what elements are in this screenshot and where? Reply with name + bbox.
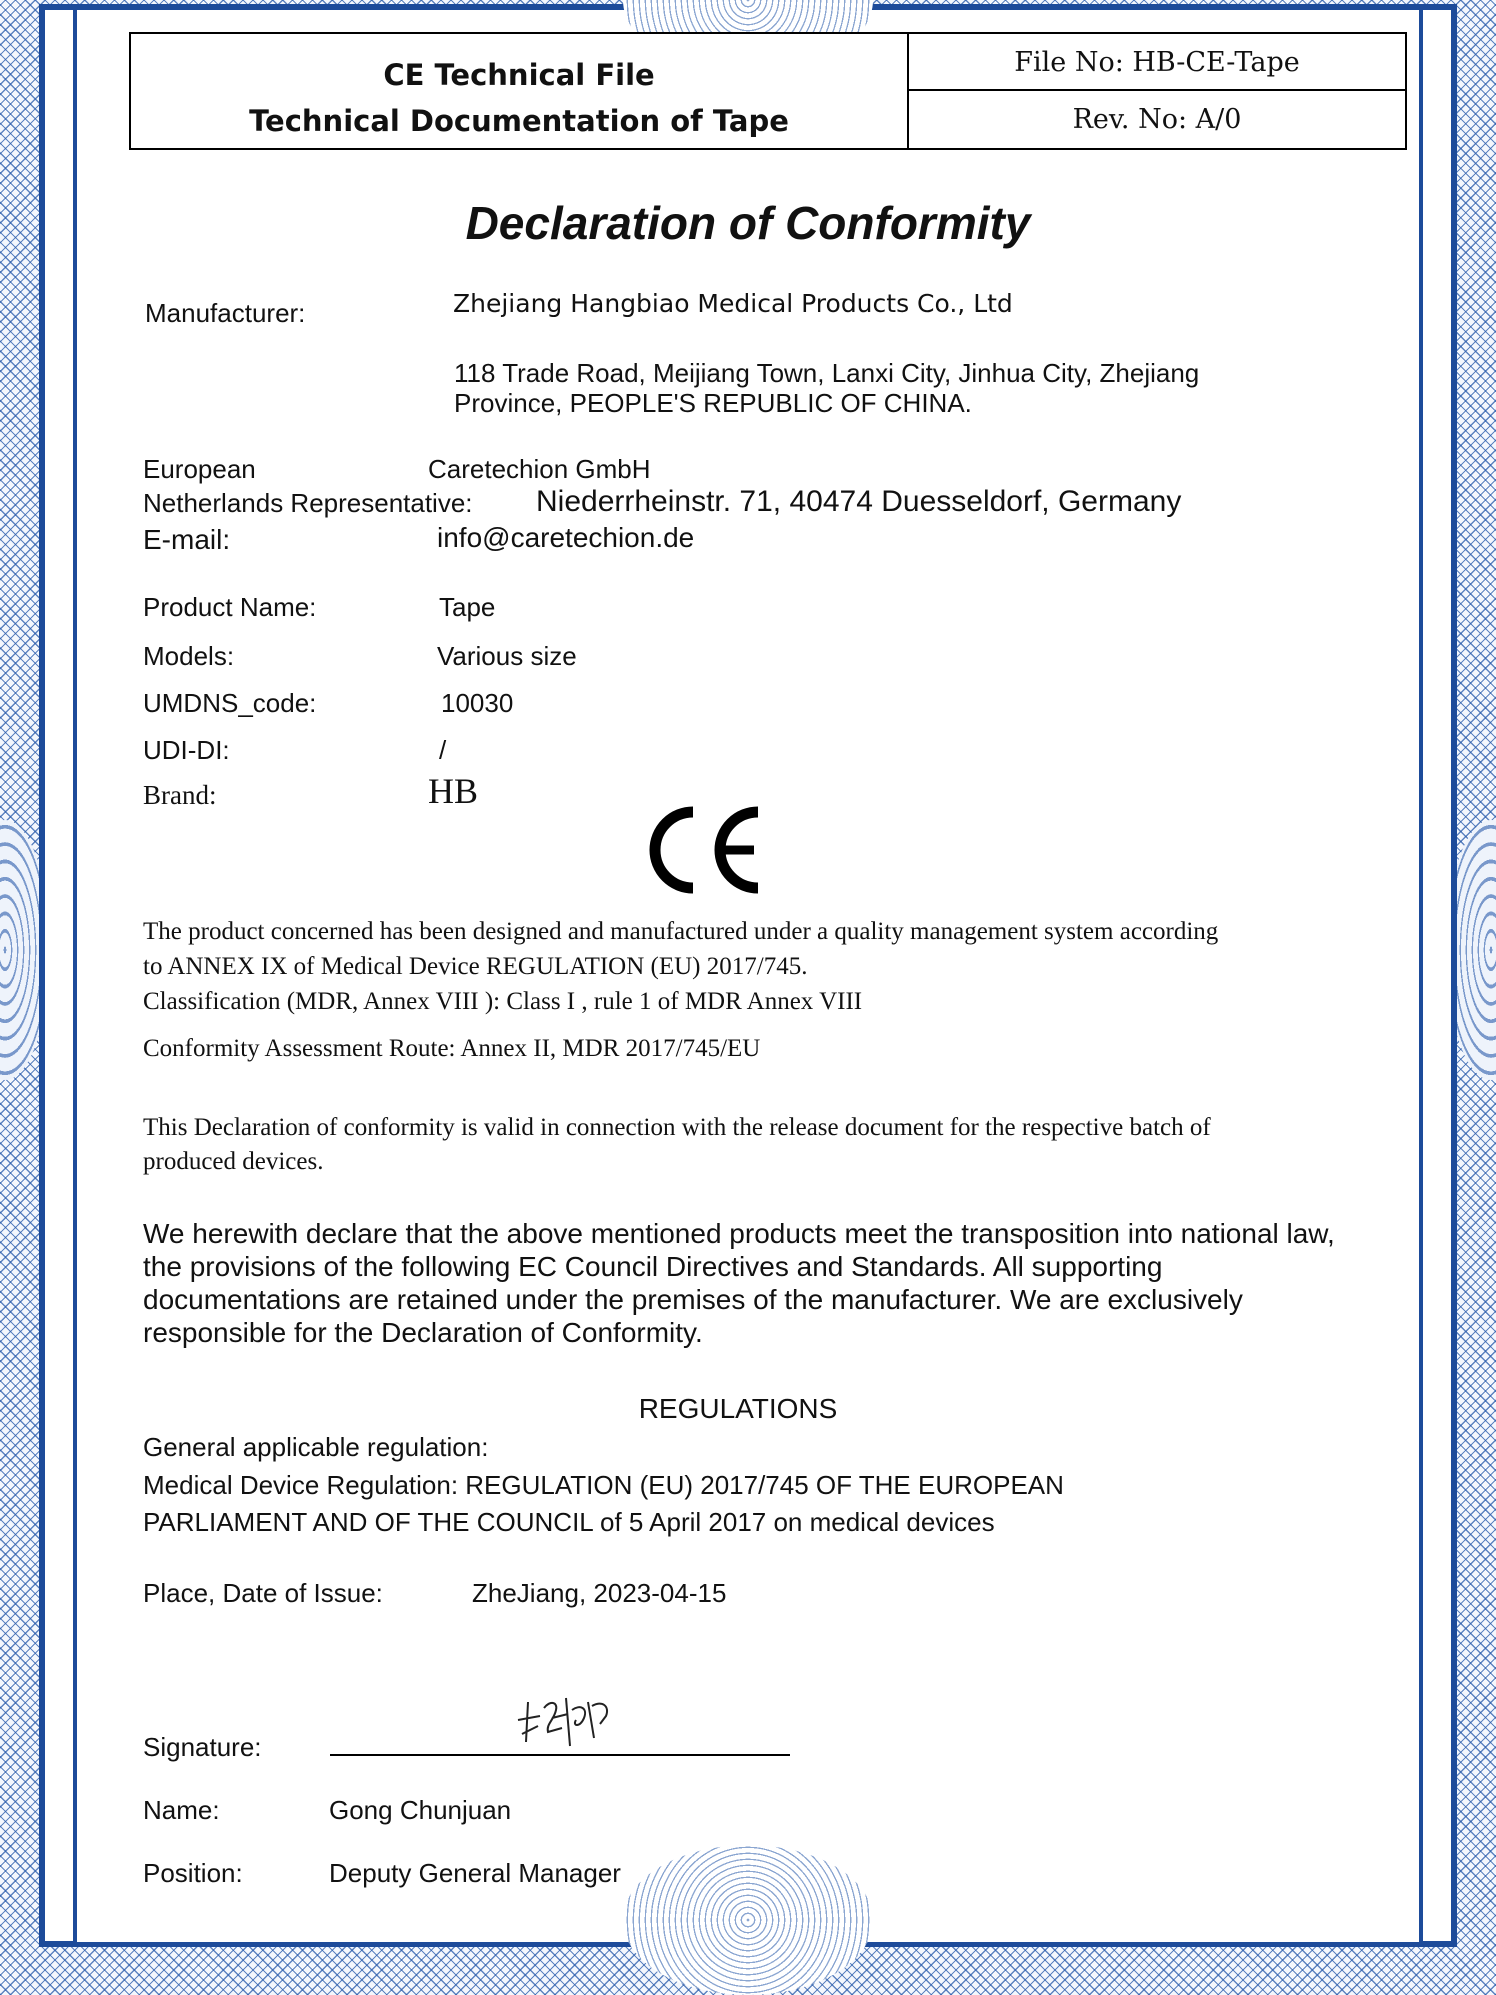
document-title: Declaration of Conformity — [465, 197, 1031, 249]
issue-label: Place, Date of Issue: — [143, 1578, 383, 1608]
email-label: E-mail: — [143, 524, 231, 555]
signatory-position: Deputy General Manager — [329, 1858, 621, 1888]
file-number: File No: HB-CE-Tape — [909, 34, 1405, 91]
representative-label-line1: European — [143, 454, 256, 484]
manufacturer-name: Zhejiang Hangbiao Medical Products Co., Ltd — [453, 289, 1013, 318]
header-title-line2: Technical Documentation of Tape — [249, 104, 789, 138]
general-regulation-label: General applicable regulation: — [143, 1432, 489, 1462]
manufacturer-address-line2: Province, PEOPLE'S REPUBLIC OF CHINA. — [454, 388, 972, 418]
mdr-line1: Medical Device Regulation: REGULATION (EU) 2017/745 OF THE EUROPEAN — [143, 1470, 1064, 1500]
umdns-value: 10030 — [441, 688, 514, 718]
classification: Classification (MDR, Annex VIII ): Class I , rule 1 of MDR Annex VIII — [143, 988, 863, 1015]
product-name: Tape — [439, 592, 496, 622]
representative-address: Niederrheinstr. 71, 40474 Duesseldorf, Germany — [536, 485, 1182, 518]
position-label: Position: — [143, 1858, 243, 1888]
representative-label-line2: Netherlands Representative: — [143, 488, 473, 518]
qms-statement-line2: to ANNEX IX of Medical Device REGULATION (EU) 2017/745. — [143, 953, 808, 980]
header-table — [129, 32, 1407, 150]
models-value: Various size — [437, 641, 577, 671]
regulations-title: REGULATIONS — [638, 1393, 838, 1424]
signature-label: Signature: — [143, 1732, 262, 1762]
manufacturer-label: Manufacturer: — [145, 298, 306, 328]
ce-mark-logo — [638, 800, 768, 900]
revision-number: Rev. No: A/0 — [1072, 104, 1242, 135]
udi-value: / — [439, 735, 447, 765]
assessment-route: Conformity Assessment Route: Annex II, MDR 2017/745/EU — [143, 1035, 761, 1062]
product-name-label: Product Name: — [143, 592, 317, 622]
brand-value: HB — [428, 771, 479, 811]
manufacturer-address-line1: 118 Trade Road, Meijiang Town, Lanxi City, Jinhua City, Zhejiang — [454, 358, 1200, 388]
email-address: info@caretechion.de — [437, 522, 695, 553]
validity-line2: produced devices. — [143, 1148, 324, 1175]
header-title-cell — [131, 34, 909, 148]
validity-line1: This Declaration of conformity is valid in connection with the release document for the respective batch of — [143, 1114, 1211, 1141]
handwritten-signature — [510, 1690, 630, 1752]
qms-statement-line1: The product concerned has been designed and manufactured under a quality management system according — [143, 918, 1219, 945]
signatory-name: Gong Chunjuan — [329, 1795, 512, 1825]
signature-line — [330, 1754, 790, 1756]
umdns-label: UMDNS_code: — [143, 688, 317, 718]
representative-company: Caretechion GmbH — [428, 454, 651, 484]
declaration-paragraph: We herewith declare that the above mentioned products meet the transposition into national law, the provisions of the following EC Council Directives and Standards. All supporting documentations are retained under the premises of the manufacturer. We are exclusively responsible for the Declaration of Conformity. — [143, 1218, 1335, 1348]
header-title-line1: CE Technical File — [383, 58, 655, 92]
models-label: Models: — [143, 641, 235, 671]
name-label: Name: — [143, 1795, 220, 1825]
udi-label: UDI-DI: — [143, 735, 230, 765]
bottom-rosette-ornament — [623, 1845, 873, 1995]
issue-value: ZheJiang, 2023-04-15 — [472, 1578, 727, 1608]
brand-label: Brand: — [143, 780, 217, 810]
mdr-line2: PARLIAMENT AND OF THE COUNCIL of 5 April 2017 on medical devices — [143, 1507, 995, 1537]
